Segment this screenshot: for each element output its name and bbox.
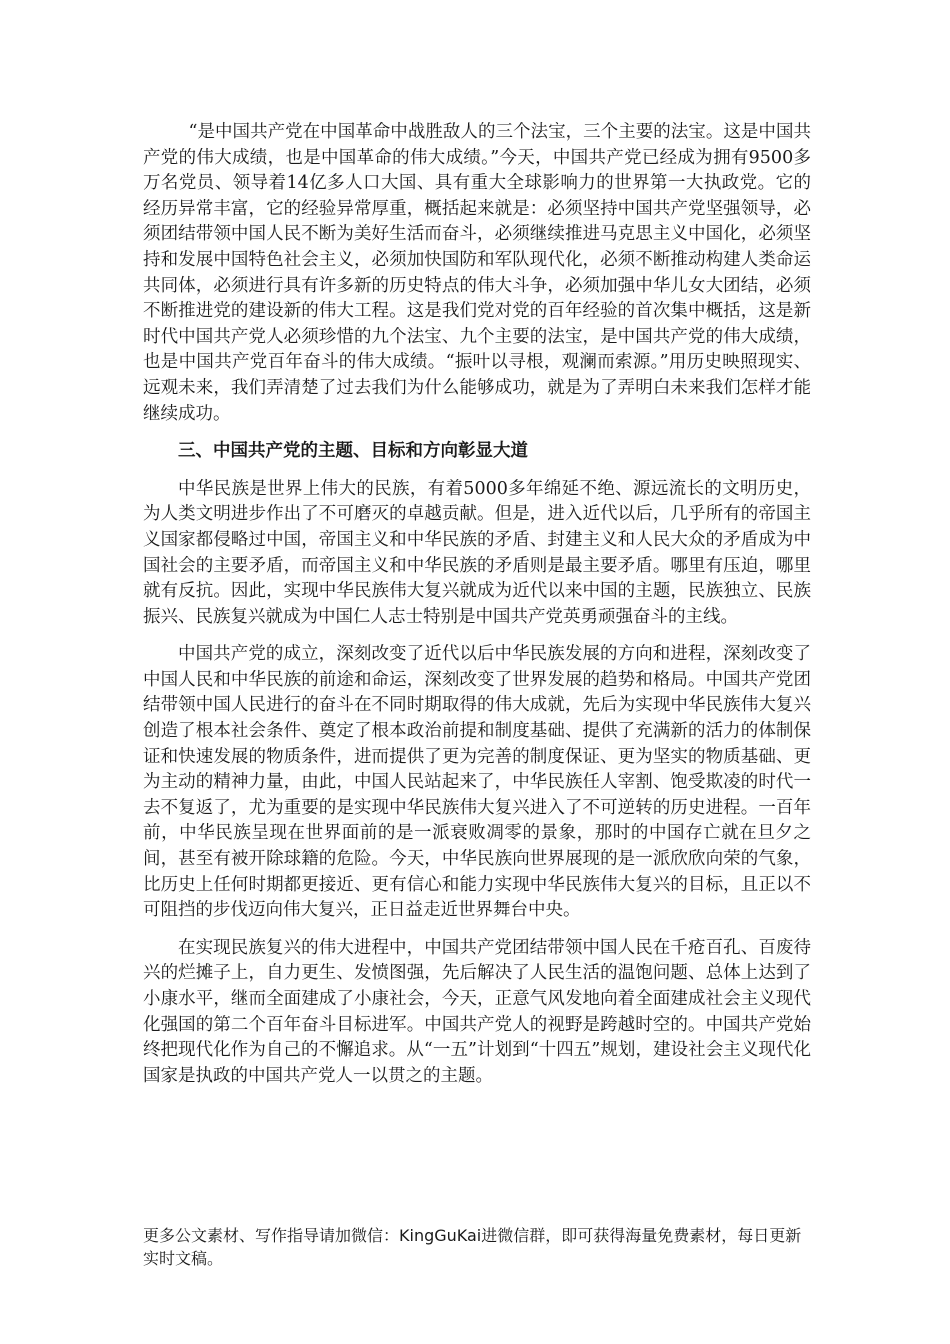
footer-note: 更多公文素材、写作指导请加微信：KingGuKai进微信群，即可获得海量免费素材，每日更新实时文稿。 bbox=[143, 1226, 802, 1268]
paragraph-national-rejuvenation: 在实现民族复兴的伟大进程中，中国共产党团结带领中国人民在千疮百孔、百废待兴的烂摊子上，自力更生、发愤图强，先后解决了人民生活的温饱问题、总体上达到了小康水平，继而全面建成了小康社会，今天，正意气风发地向着全面建成社会主义现代化强国的第二个百年奋斗目标进军。中国共产党人的视野是跨越时空的。中国共产党始终把现代化作为自己的不懈追求。从“一五”计划到“十四五”规划，建设社会主义现代化国家是执政的中国共产党人一以贯之的主题。 bbox=[143, 937, 811, 1086]
section-heading: 三、中国共产党的主题、目标和方向彰显大道 bbox=[178, 441, 528, 462]
paragraph-party-founding: 中国共产党的成立，深刻改变了近代以后中华民族发展的方向和进程，深刻改变了中国人民和中华民族的前途和命运，深刻改变了世界发展的趋势和格局。中国共产党团结带领中国人民进行的奋斗在不同时期取得的伟大成就，先后为实现中华民族伟大复兴创造了根本社会条件、奠定了根本政治前提和制度基础、提供了充满新的活力的体制保证和快速发展的物质条件，进而提供了更为完善的制度保证、更为坚实的物质基础、更为主动的精神力量，由此，中国人民站起来了，中华民族任人宰割、饱受欺凌的时代一去不复返了，尤为重要的是实现中华民族伟大复兴进入了不可逆转的历史进程。一百年前，中华民族呈现在世界面前的是一派衰败凋零的景象，那时的中国存亡就在旦夕之间，甚至有被开除球籍的危险。今天，中华民族向世界展现的是一派欣欣向荣的气象，比历史上任何时期都更接近、更有信心和能力实现中华民族伟大复兴的目标，且正以不可阻挡的步伐迈向伟大复兴，正日益走近世界舞台中央。 bbox=[143, 644, 811, 921]
paragraph-chinese-nation: 中华民族是世界上伟大的民族，有着5000多年绵延不绝、源远流长的文明历史，为人类文明进步作出了不可磨灭的卓越贡献。但是，进入近代以后，几乎所有的帝国主义国家都侵略过中国，帝国主义和中华民族的矛盾、封建主义和人民大众的矛盾成为中国社会的主要矛盾，而帝国主义和中华民族的矛盾则是最主要矛盾。哪里有压迫，哪里就有反抗。因此，实现中华民族伟大复兴就成为近代以来中国的主题，民族独立、民族振兴、民族复兴就成为中国仁人志士特别是中国共产党英勇顽强奋斗的主线。 bbox=[143, 478, 811, 627]
document-body bbox=[143, 120, 811, 1101]
paragraph-magic-weapons: “是中国共产党在中国革命中战胜敌人的三个法宝，三个主要的法宝。这是中国共产党的伟大成绩，也是中国革命的伟大成绩。”今天，中国共产党已经成为拥有9500多万名党员、领导着14亿多人口大国、具有重大全球影响力的世界第一大执政党。它的经历异常丰富，它的经验异常厚重，概括起来就是：必须坚持中国共产党坚强领导，必须团结带领中国人民不断为美好生活而奋斗，必须继续推进马克思主义中国化，必须坚持和发展中国特色社会主义，必须加快国防和军队现代化，必须不断推动构建人类命运共同体，必须进行具有许多新的历史特点的伟大斗争，必须加强中华儿女大团结，必须不断推进党的建设新的伟大工程。这是我们党对党的百年经验的首次集中概括，这是新时代中国共产党人必须珍惜的九个法宝、九个主要的法宝，是中国共产党的伟大成绩，也是中国共产党百年奋斗的伟大成绩。“振叶以寻根，观澜而索源。”用历史映照现实、远观未来，我们弄清楚了过去我们为什么能够成功，就是为了弄明白未来我们怎样才能继续成功。 bbox=[143, 122, 811, 424]
